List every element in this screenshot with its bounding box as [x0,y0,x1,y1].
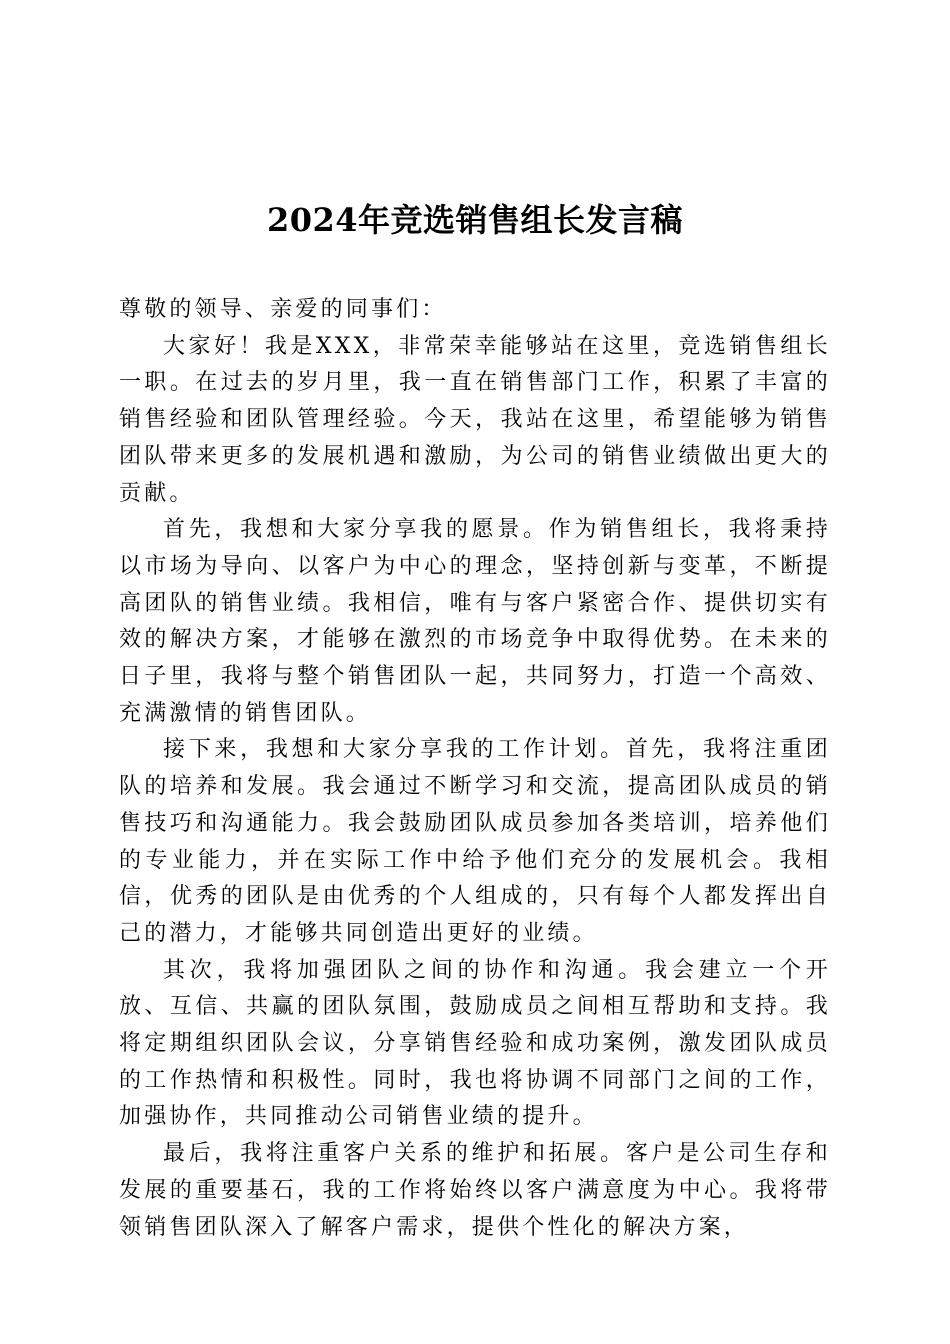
document-body [119,292,831,1246]
paragraph-work-plan: 接下来，我想和大家分享我的工作计划。首先，我将注重团队的培养和发展。我会通过不断学习和交流，提高团队成员的销售技巧和沟通能力。我会鼓励团队成员参加各类培训，培养他们的专业能力，并在实际工作中给予他们充分的发展机会。我相信，优秀的团队是由优秀的个人组成的，只有每个人都发挥出自己的潜力，才能够共同创造出更好的业绩。 [119,737,831,946]
document-title: 2024年竞选销售组长发言稿 [266,201,684,239]
paragraph-customer-relations: 最后，我将注重客户关系的维护和拓展。客户是公司生存和发展的重要基石，我的工作将始终以客户满意度为中心。我将带领销售团队深入了解客户需求，提供个性化的解决方案， [119,1141,831,1240]
paragraph-intro: 大家好！我是XXX，非常荣幸能够站在这里，竞选销售组长一职。在过去的岁月里，我一直在销售部门工作，积累了丰富的销售经验和团队管理经验。今天，我站在这里，希望能够为销售团队带来更多的发展机遇和激励，为公司的销售业绩做出更大的贡献。 [119,333,831,506]
salutation: 尊敬的领导、亲爱的同事们： [119,297,447,322]
paragraph-vision: 首先，我想和大家分享我的愿景。作为销售组长，我将秉持以市场为导向、以客户为中心的理念，坚持创新与变革，不断提高团队的销售业绩。我相信，唯有与客户紧密合作、提供切实有效的解决方案，才能够在激烈的市场竞争中取得优势。在未来的日子里，我将与整个销售团队一起，共同努力，打造一个高效、充满激情的销售团队。 [119,517,831,726]
paragraph-collaboration: 其次，我将加强团队之间的协作和沟通。我会建立一个开放、互信、共赢的团队氛围，鼓励成员之间相互帮助和支持。我将定期组织团队会议，分享销售经验和成功案例，激发团队成员的工作热情和积极性。同时，我也将协调不同部门之间的工作，加强协作，共同推动公司销售业绩的提升。 [119,957,831,1130]
